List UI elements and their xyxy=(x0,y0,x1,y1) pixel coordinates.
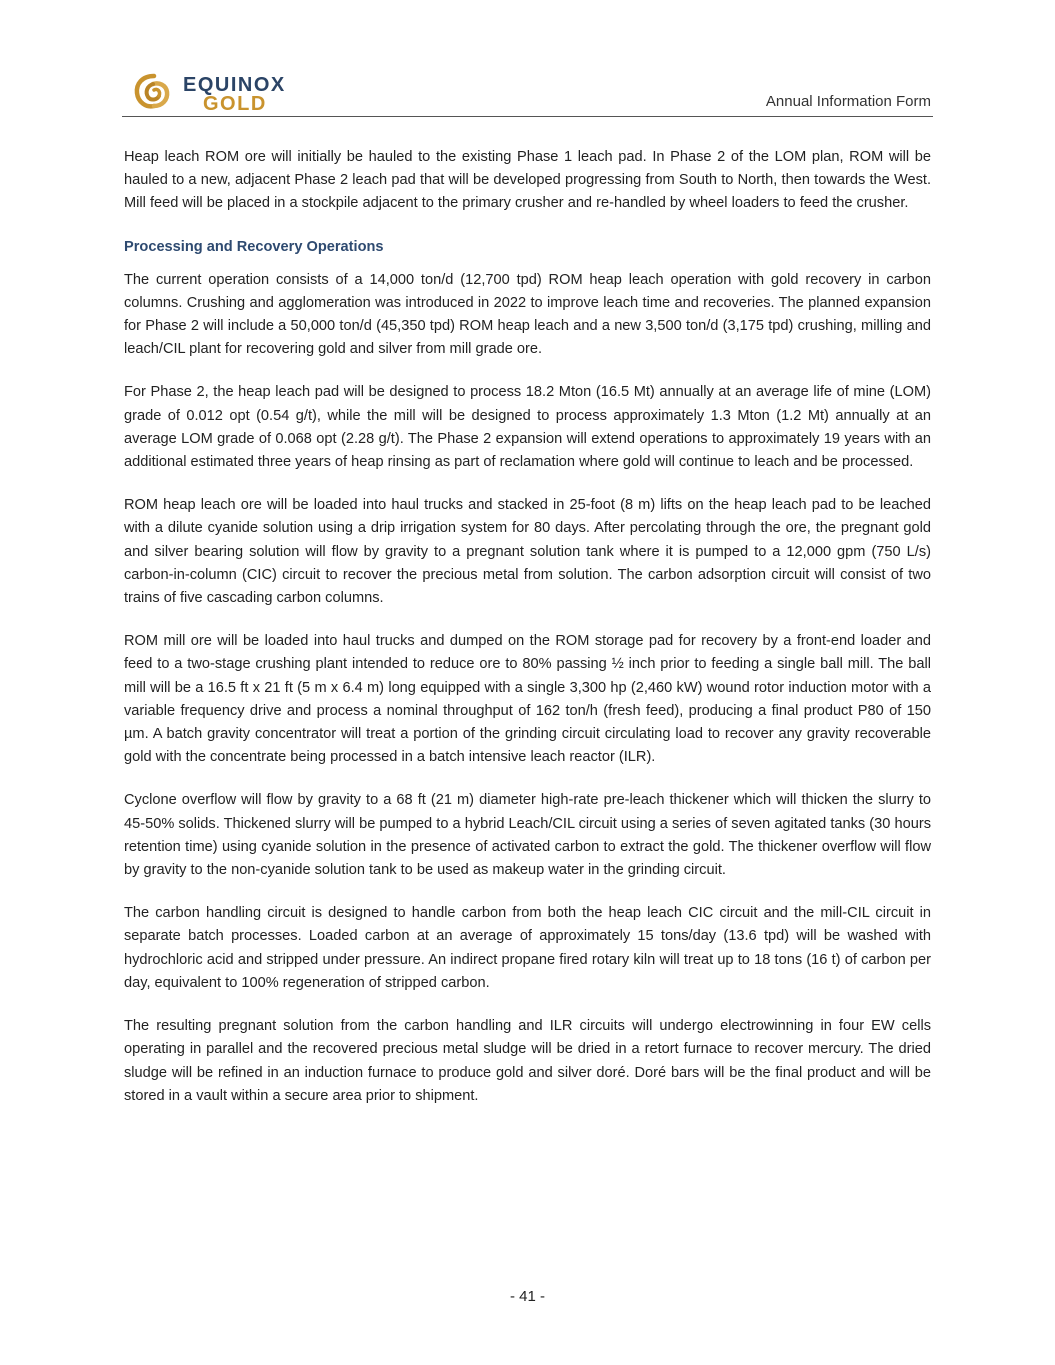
equinox-gold-logo xyxy=(132,72,302,114)
logo-text-gold: GOLD xyxy=(203,93,267,115)
section-heading: Processing and Recovery Operations xyxy=(124,238,384,255)
document-title: Annual Information Form xyxy=(765,93,931,110)
page-header xyxy=(122,70,933,117)
paragraph: The resulting pregnant solution from the carbon handling and ILR circuits will undergo electrowinning in four EW cells operating in parallel and the recovered precious metal sludge will be dried in a retort furnace to recover mercury. The dried sludge will be refined in an induction furnace to produce gold and silver doré. Doré bars will be the final product and will be stored in a vault within a secure area prior to shipment. xyxy=(124,1018,931,1104)
paragraph: For Phase 2, the heap leach pad will be designed to process 18.2 Mton (16.5 Mt) annually at an average life of mine (LOM) grade of 0.012 opt (0.54 g/t), while the mill will be designed to process approximately 1.3 Mton (1.2 Mt) annually at an average LOM grade of 0.068 opt (2.28 g/t). The Phase 2 expansion will extend operations to approximately 19 years with an additional estimated three years of heap rinsing as part of reclamation where gold will continue to leach and be processed. xyxy=(124,384,931,471)
logo-text-equinox: EQUINOX xyxy=(183,74,286,96)
paragraph: ROM heap leach ore will be loaded into haul trucks and stacked in 25-foot (8 m) lifts on the heap leach pad to be leached with a dilute cyanide solution using a drip irrigation system for 80 days. After percolating through the ore, the pregnant gold and silver bearing solution will flow by gravity to a pregnant solution tank where it is pumped to a 12,000 gpm (750 L/s) carbon-in-column (CIC) circuit to recover the precious metal from solution. The carbon adsorption circuit will consist of two trains of five cascading carbon columns. xyxy=(124,497,931,607)
paragraph: The carbon handling circuit is designed to handle carbon from both the heap leach CIC circuit and the mill-CIL circuit in separate batch processes. Loaded carbon at an average of approximately 15 tons/day (13.6 tpd) will be washed with hydrochloric acid and stripped under pressure. An indirect propane fired rotary kiln will treat up to 18 tons (16 t) of carbon per day, equivalent to 100% regeneration of stripped carbon. xyxy=(124,905,931,991)
logo-swirl-icon xyxy=(132,72,176,114)
paragraph: Cyclone overflow will flow by gravity to a 68 ft (21 m) diameter high-rate pre-leach thickener which will thicken the slurry to 45-50% solids. Thickened slurry will be pumped to a hybrid Leach/CIL circuit using a series of seven agitated tanks (30 hours retention time) using cyanide solution in the presence of activated carbon to extract the gold. The thickener overflow will flow by gravity to the non-cyanide solution tank to be used as makeup water in the grinding circuit. xyxy=(124,792,931,879)
page-number: - 41 - xyxy=(509,1288,545,1305)
paragraph: The current operation consists of a 14,000 ton/d (12,700 tpd) ROM heap leach operation with gold recovery in carbon columns. Crushing and agglomeration was introduced in 2022 to improve leach time and recoveries. The planned expansion for Phase 2 will include a 50,000 ton/d (45,350 tpd) ROM heap leach and a new 3,500 ton/d (3,175 tpd) crushing, milling and leach/CIL plant for recovering gold and silver from mill grade ore. xyxy=(124,271,931,358)
intro-paragraph: Heap leach ROM ore will initially be hauled to the existing Phase 1 leach pad. In Phase 2 of the LOM plan, ROM will be hauled to a new, adjacent Phase 2 leach pad that will be developed progressing from South to North, then towards the West. Mill feed will be placed in a stockpile adjacent to the primary crusher and re-handled by wheel loaders to feed the crusher. xyxy=(124,149,931,212)
main-content xyxy=(124,146,931,1128)
paragraph: ROM mill ore will be loaded into haul trucks and dumped on the ROM storage pad for recovery by a front-end loader and feed to a two-stage crushing plant intended to reduce ore to 80% passing ½ inch prior to feeding a single ball mill. The ball mill will be a 16.5 ft x 21 ft (5 m x 6.4 m) long equipped with a single 3,300 hp (2,460 kW) wound rotor induction motor with a variable frequency drive and process a nominal throughput of 162 ton/h (fresh feed), producing a final product P80 of 150 µm. A batch gravity concentrator will treat a portion of the grinding circuit circulating load to recover any gravity recoverable gold with the concentrate being processed in a batch intensive leach reactor (ILR). xyxy=(124,633,931,766)
